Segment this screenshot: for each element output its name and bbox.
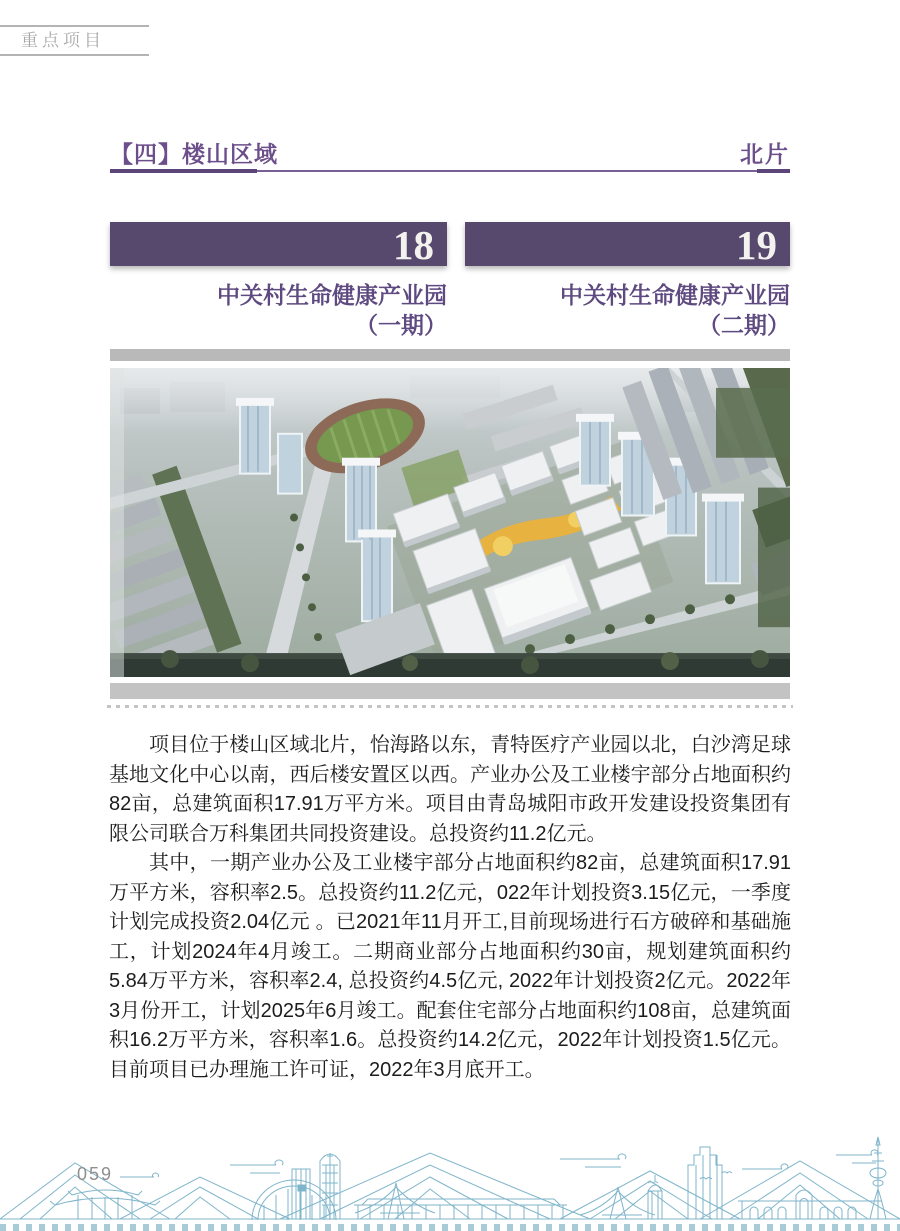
dashed-divider [107,705,793,708]
project-number-bar-18 [110,222,447,266]
section-title: 【四】楼山区域 [110,141,278,167]
stepped-tower-icon [688,1147,722,1219]
birds [648,1172,732,1183]
photo-top-band [110,349,790,361]
project-aerial-rendering-image [110,368,790,677]
colonnade-right [738,1190,882,1219]
skyline-decoration [0,1125,900,1225]
body-paragraph-1: 项目位于楼山区域北片，怡海路以东，青特医疗产业园以北，白沙湾足球基地文化中心以南，西后楼安置区以西。产业办公及工业楼宇部分占地面积约82亩，总建筑面积17.91万平方米。项目由青岛城阳市政开发建设投资集团有限公司联合万科集团共同投资建设。总投资约11.2亿元。 [109,734,791,845]
body-paragraph-2: 其中，一期产业办公及工业楼宇部分占地面积约82亩，总建筑面积17.91万平方米，容积率2.5。总投资约11.2亿元，022年计划投资3.15亿元，一季度计划完成投资2.04亿元 。已2021年11月开工,目前现场进行石方破碎和基础施工，计划2024年4月竣工。二期商业部分占地面积约30亩，规划建筑面积约5.84万平方米，容积率2.4, 总投资约4.5亿元, 2022年计划投资2亿元。2022年3月份开工，计划2025年6月竣工。配套住宅部分占地面积约108亩，总建筑面积16.2万平方米，容积率1.6。总投资约14.2亿元，2022年计划投资1.5亿元。目前项目已办理施工许可证，2022年3月底开工。 [109,852,791,1081]
photo-bottom-band [110,683,790,699]
bridge-pylons [355,1183,655,1219]
project-title-18 [110,280,447,340]
project-name: 中关村生命健康产业园 [217,282,447,308]
project-name: 中关村生命健康产业园 [560,282,790,308]
project-number-bar-19 [465,222,790,266]
skyline-dotted-strip [0,1224,900,1231]
header-underline-thick-right [757,169,790,173]
tv-tower-icon [870,1137,886,1219]
project-number: 19 [736,222,777,268]
project-phase: （一期） [355,312,447,338]
arch-bridge-icon [252,1180,336,1220]
body-text [109,731,791,1085]
project-title-19 [465,280,790,340]
header-underline-thick-left [110,169,257,173]
clouds [120,1150,878,1177]
mountains [0,1153,900,1219]
project-phase: （二期） [698,312,790,338]
page-number: 059 [77,1164,114,1184]
corner-label: 重点项目 [0,25,149,56]
colonnade-left [354,1199,567,1219]
project-number: 18 [393,222,434,268]
region-label: 北片 [740,141,790,167]
